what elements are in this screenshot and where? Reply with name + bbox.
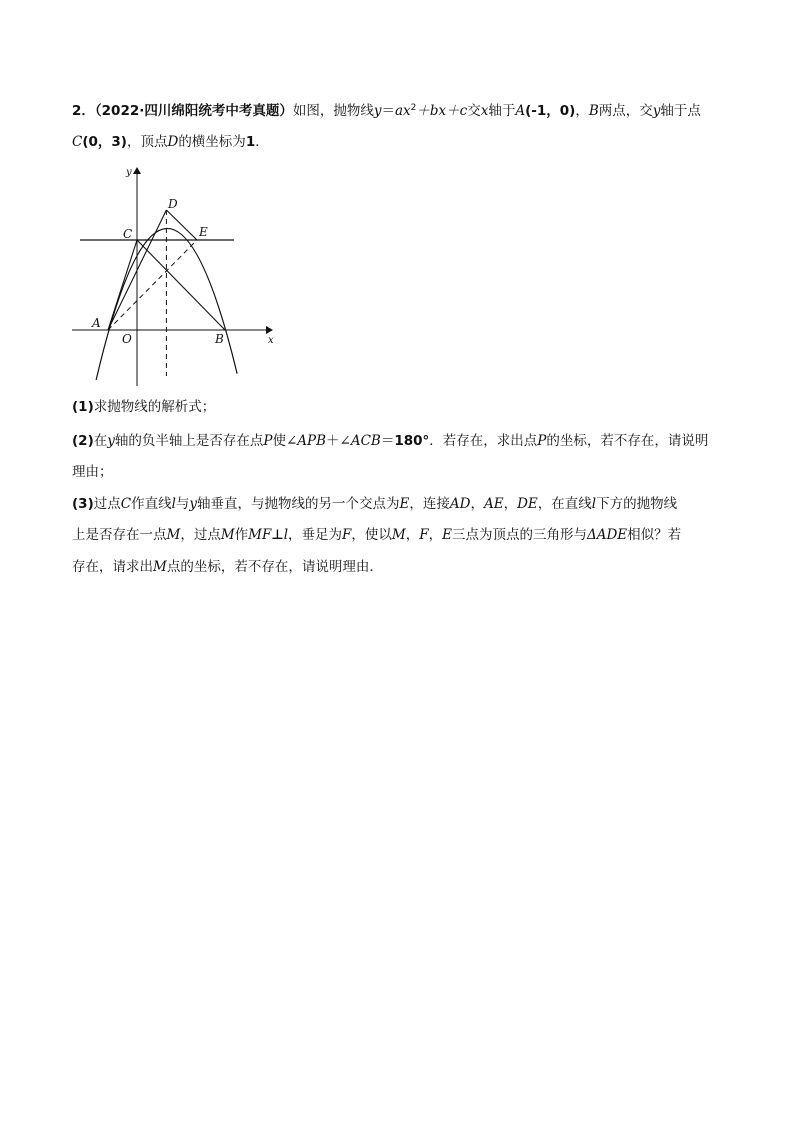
question-label: (2)	[72, 433, 94, 449]
math-var: E	[442, 527, 452, 543]
figure-svg	[62, 160, 292, 390]
text: 如图，抛物线	[292, 103, 374, 119]
math-var: E	[399, 496, 410, 512]
text: 过点	[93, 496, 121, 512]
math-var: l	[591, 496, 597, 512]
math-var: ax	[395, 103, 411, 119]
label-C: C	[123, 227, 133, 241]
text: ，	[470, 496, 484, 512]
text: 下方的抛物线	[596, 496, 678, 512]
text: ，过点	[180, 527, 221, 543]
coordinate: (-1，0)	[525, 103, 576, 119]
math-var: M	[220, 527, 235, 543]
text: ，在直线	[537, 496, 592, 512]
math-var: P	[537, 433, 547, 449]
math-expr: ＋bx＋c	[416, 103, 468, 119]
perp-symbol: ⊥	[271, 527, 284, 543]
math-var: DE	[517, 496, 538, 512]
question-label: (1)	[72, 399, 94, 415]
text: 三点为顶点的三角形与	[451, 527, 587, 543]
math-var: C	[120, 496, 132, 512]
math-var: AE	[483, 496, 504, 512]
question-3-line-2	[72, 526, 681, 544]
text: 的坐标，若不存在，请说明	[546, 433, 709, 449]
text: 轴于	[488, 103, 516, 119]
x-axis-label: x	[268, 335, 274, 346]
text: ，	[503, 496, 518, 512]
text: ，连接	[409, 496, 450, 512]
problem-statement-line-1	[72, 102, 701, 120]
question-text: 求抛物线的解析式；	[93, 399, 216, 415]
y-axis-label: y	[126, 167, 132, 178]
math-var: x	[480, 103, 489, 119]
text: 理由；	[72, 464, 113, 480]
text: 在	[93, 433, 108, 449]
math-var: y	[107, 433, 115, 449]
question-1	[72, 398, 215, 416]
question-2-line-1	[72, 432, 708, 450]
parabola-figure	[62, 160, 292, 390]
problem-number: 2．	[72, 103, 95, 119]
label-O: O	[122, 332, 132, 346]
question-label: (3)	[72, 496, 94, 512]
text: ．若存在，求出点	[429, 433, 538, 449]
text: 作	[234, 527, 249, 543]
problem-statement-line-2	[72, 133, 269, 151]
text: 作直线	[131, 496, 172, 512]
question-3-line-1	[72, 495, 677, 513]
text: 两点，交	[598, 103, 653, 119]
text: 轴的负半轴上是否存在点	[114, 433, 264, 449]
text: ＋	[326, 433, 340, 449]
math-var: M	[166, 527, 181, 543]
math-var: A	[515, 103, 526, 119]
problem-source: （2022·四川绵阳统考中考真题）	[94, 103, 293, 119]
math-var: P	[263, 433, 273, 449]
math-var: M	[153, 559, 167, 575]
text: 交	[467, 103, 481, 119]
number: 180°	[394, 433, 430, 449]
segment-DE	[166, 210, 197, 240]
math-var: M	[391, 527, 406, 543]
text: ，顶点	[126, 134, 168, 150]
math-var: y	[189, 496, 198, 512]
math-var: l	[283, 527, 289, 543]
text: ，	[405, 527, 420, 543]
text: 的横坐标为	[178, 134, 246, 150]
math-expr: ΔADE	[586, 527, 628, 543]
label-A: A	[92, 316, 101, 330]
math-var: F	[419, 527, 429, 543]
text: ，	[428, 527, 443, 543]
math-var: F	[342, 527, 352, 543]
text: ，垂足为	[288, 527, 343, 543]
question-3-line-3	[72, 558, 383, 576]
text: 点的坐标，若不存在，请说明理由．	[166, 559, 383, 575]
text: 与	[175, 496, 190, 512]
exponent: 2	[410, 103, 417, 113]
text: 轴于点	[660, 103, 701, 119]
segment-CB	[137, 240, 225, 330]
text: ，	[575, 103, 589, 119]
label-D: D	[168, 197, 178, 211]
math-var: D	[167, 134, 179, 150]
math-var: B	[588, 103, 599, 119]
text: 上是否存在一点	[72, 527, 167, 543]
label-E: E	[199, 225, 208, 239]
text: 相似？若	[627, 527, 682, 543]
math-var: l	[171, 496, 176, 512]
math-expr: ∠ACB	[339, 433, 381, 449]
math-var: AD	[449, 496, 471, 512]
question-2-line-2	[72, 463, 113, 481]
number: 1	[245, 134, 256, 150]
segment-AE-dashed	[108, 240, 197, 330]
math-var: MF	[248, 527, 272, 543]
text: ＝	[380, 433, 395, 449]
text: 轴垂直，与抛物线的另一个交点为	[197, 496, 400, 512]
math-expr: ∠APB	[285, 433, 327, 449]
math-var: y	[373, 103, 382, 119]
text: 存在，请求出	[72, 559, 153, 575]
text: ，使以	[351, 527, 392, 543]
math-var: C	[72, 134, 83, 150]
text: ．	[255, 134, 269, 150]
segment-AC	[108, 240, 137, 330]
text: 使	[272, 433, 286, 449]
math-var: y	[652, 103, 661, 119]
text: ＝	[381, 103, 395, 119]
coordinate: (0，3)	[82, 134, 127, 150]
label-B: B	[215, 332, 224, 346]
